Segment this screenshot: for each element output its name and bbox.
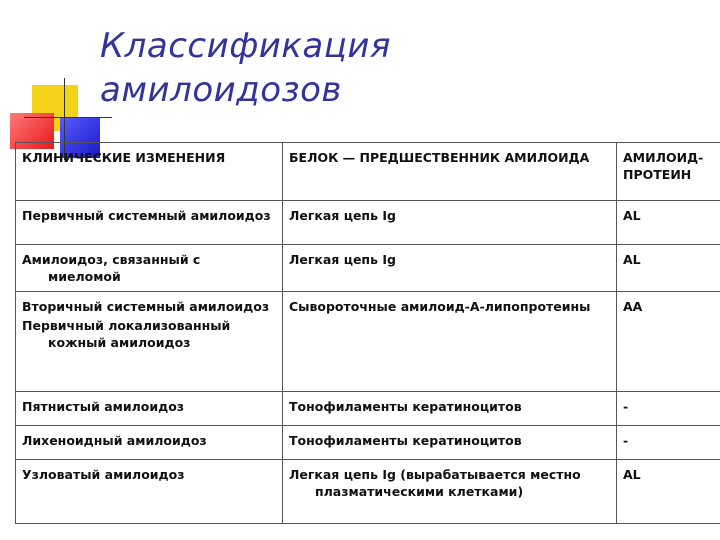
- cell-clinical: Узловатый амилоидоз: [16, 460, 283, 524]
- cell-amyloid: AL: [617, 460, 720, 524]
- cell-clinical: Лихеноидный амилоидоз: [16, 426, 283, 460]
- table-row: [16, 292, 720, 392]
- cell-amyloid: -: [617, 426, 720, 460]
- decor-horizontal-line: [24, 117, 112, 118]
- slide-title: [100, 24, 700, 112]
- cell-protein: Сывороточные амилоид-А-липопротеины: [283, 292, 617, 392]
- cell-clinical: Первичный системный амилоидоз: [16, 201, 283, 245]
- table-row: [16, 426, 720, 460]
- cell-clinical: Вторичный системный амилоидоз Первичный локализованный кожный амилоидоз: [16, 292, 283, 392]
- cell-amyloid: -: [617, 392, 720, 426]
- header-amyloid-protein: АМИЛОИД-ПРОТЕИН: [617, 143, 720, 201]
- title-line-1: Классификация: [100, 26, 391, 66]
- cell-protein: Легкая цепь Ig: [283, 245, 617, 292]
- table-row: [16, 245, 720, 292]
- cell-protein: Тонофиламенты кератиноцитов: [283, 426, 617, 460]
- cell-amyloid: AL: [617, 245, 720, 292]
- cell-protein: Легкая цепь Ig (вырабатывается местно плазматическими клетками): [283, 460, 617, 524]
- cell-amyloid: АА: [617, 292, 720, 392]
- cell-amyloid: AL: [617, 201, 720, 245]
- cell-protein: Тонофиламенты кератиноцитов: [283, 392, 617, 426]
- table-header-row: [16, 143, 720, 201]
- table-row: [16, 201, 720, 245]
- cell-clinical: Амилоидоз, связанный с миеломой: [16, 245, 283, 292]
- cell-clinical: Пятнистый амилоидоз: [16, 392, 283, 426]
- cell-protein: Легкая цепь Ig: [283, 201, 617, 245]
- header-precursor: БЕЛОК — ПРЕДШЕСТВЕННИК АМИЛОИДА: [283, 143, 617, 201]
- amyloidosis-table: [15, 142, 720, 524]
- table-row: [16, 460, 720, 524]
- title-line-2: амилоидозов: [100, 70, 342, 110]
- header-clinical: КЛИНИЧЕСКИЕ ИЗМЕНЕНИЯ: [16, 143, 283, 201]
- table-row: [16, 392, 720, 426]
